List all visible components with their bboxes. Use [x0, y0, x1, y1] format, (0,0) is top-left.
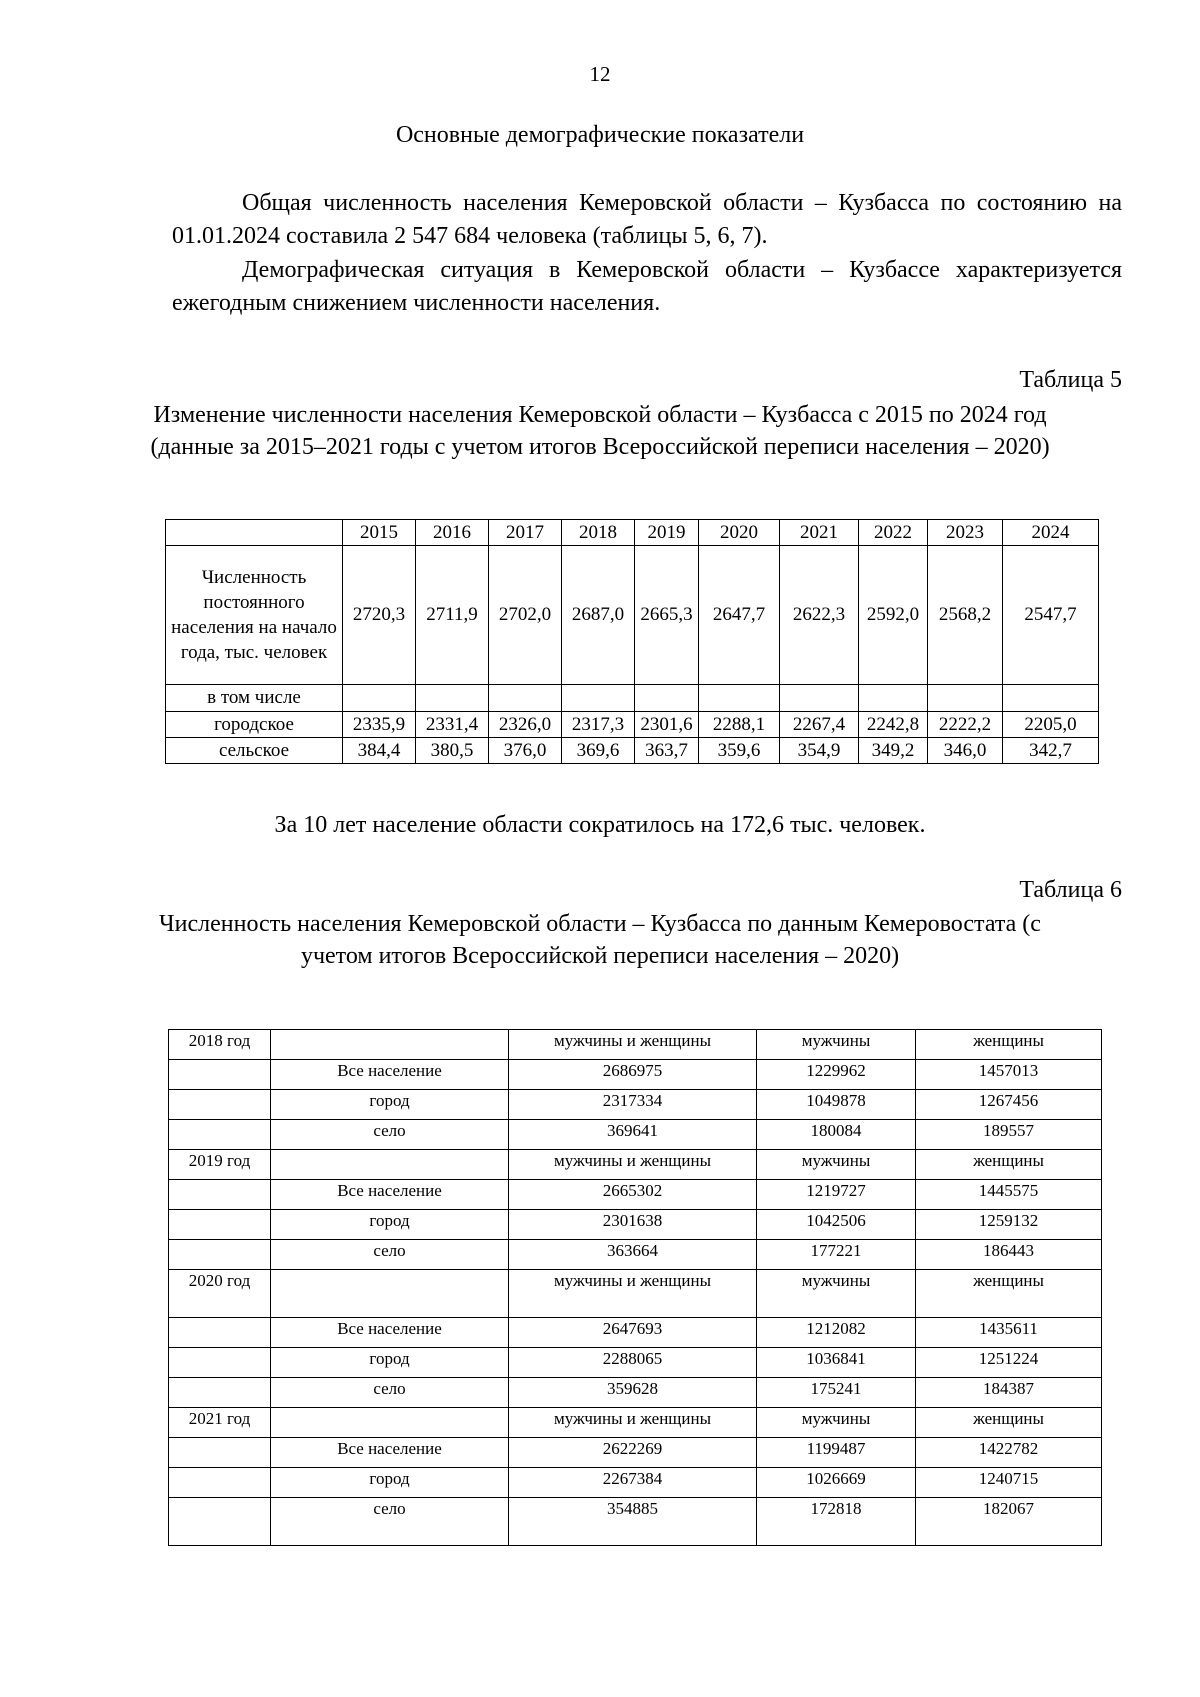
table5-year: 2023 — [928, 520, 1003, 546]
table5-cell: 2205,0 — [1003, 712, 1099, 738]
table5-row-label: городское — [166, 712, 343, 738]
table6-col-header: мужчины — [757, 1030, 916, 1060]
table5-label: Таблица 5 — [1019, 367, 1122, 393]
table5-cell: 2317,3 — [562, 712, 635, 738]
table6-cell: 363664 — [509, 1240, 757, 1270]
table6-row — [169, 1180, 1102, 1210]
table6-row-label: Все население — [271, 1060, 509, 1090]
table5-cell: 2647,7 — [699, 546, 780, 685]
summary-text: За 10 лет население области сократилось на 172,6 тыс. человек. — [274, 812, 926, 838]
table6-blank — [169, 1378, 271, 1408]
table5-row-label: Численность постоянного населения на начало года, тыс. человек — [166, 546, 343, 685]
table6-row — [169, 1468, 1102, 1498]
table6-year: 2019 год — [169, 1150, 271, 1180]
table6-cell: 1422782 — [916, 1438, 1102, 1468]
table6-row-label: село — [271, 1378, 509, 1408]
table6-cell: 1267456 — [916, 1090, 1102, 1120]
table6-row-label: Все население — [271, 1318, 509, 1348]
table6-cell: 1026669 — [757, 1468, 916, 1498]
table5 — [165, 519, 1099, 764]
table5-cell: 349,2 — [859, 738, 928, 764]
table6-cell: 1251224 — [916, 1348, 1102, 1378]
table5-cell — [635, 685, 699, 712]
table6-cell: 180084 — [757, 1120, 916, 1150]
table6-cell: 1259132 — [916, 1210, 1102, 1240]
table6-cell: 2665302 — [509, 1180, 757, 1210]
table5-title: Изменение численности населения Кемеровской области – Кузбасса с 2015 по 2024 год (данные за 2015–2021 годы с учетом итогов Всероссийской переписи населения – 2020) — [150, 402, 1050, 460]
table6-cell: 2288065 — [509, 1348, 757, 1378]
table6-blank — [169, 1468, 271, 1498]
table5-cell — [859, 685, 928, 712]
table6-row — [169, 1120, 1102, 1150]
table5-cell: 2702,0 — [489, 546, 562, 685]
table5-corner-cell — [166, 520, 343, 546]
table5-year: 2015 — [343, 520, 416, 546]
table5-year: 2017 — [489, 520, 562, 546]
table6-year-header-row — [169, 1030, 1102, 1060]
table5-cell: 363,7 — [635, 738, 699, 764]
table5-year: 2016 — [416, 520, 489, 546]
table6-col-header: женщины — [916, 1408, 1102, 1438]
table6-cell: 177221 — [757, 1240, 916, 1270]
table5-cell: 369,6 — [562, 738, 635, 764]
table6-cell: 2317334 — [509, 1090, 757, 1120]
table6-cell: 2622269 — [509, 1438, 757, 1468]
table6-blank — [169, 1348, 271, 1378]
table6-cell: 1042506 — [757, 1210, 916, 1240]
table5-row-including — [166, 685, 1099, 712]
table6-row-label: село — [271, 1240, 509, 1270]
table6-title: Численность населения Кемеровской области – Кузбасса по данным Кемеровостата (с учетом итогов Всероссийской переписи населения – 2020) — [159, 911, 1041, 969]
table5-cell: 2592,0 — [859, 546, 928, 685]
table6-row — [169, 1438, 1102, 1468]
table6-blank — [271, 1408, 509, 1438]
table6-col-header: мужчины и женщины — [509, 1408, 757, 1438]
table5-cell: 2622,3 — [780, 546, 859, 685]
table6-col-header: мужчины и женщины — [509, 1270, 757, 1318]
table6-cell: 186443 — [916, 1240, 1102, 1270]
table5-cell: 380,5 — [416, 738, 489, 764]
table5-cell: 2222,2 — [928, 712, 1003, 738]
table6-cell: 359628 — [509, 1378, 757, 1408]
table6-cell: 2267384 — [509, 1468, 757, 1498]
table6-blank — [169, 1318, 271, 1348]
table6-row — [169, 1348, 1102, 1378]
paragraph-demographic-situation: Демографическая ситуация в Кемеровской области – Кузбассе характеризуется ежегодным снижением численности населения. — [172, 257, 1122, 316]
table6-year: 2020 год — [169, 1270, 271, 1318]
table6-blank — [169, 1438, 271, 1468]
table5-cell: 2335,9 — [343, 712, 416, 738]
table5-row-total — [166, 546, 1099, 685]
table6-row — [169, 1318, 1102, 1348]
table5-year: 2020 — [699, 520, 780, 546]
table5-cell — [928, 685, 1003, 712]
table5-cell: 2326,0 — [489, 712, 562, 738]
table5-cell: 2665,3 — [635, 546, 699, 685]
table6-row-label: город — [271, 1468, 509, 1498]
table6-cell: 189557 — [916, 1120, 1102, 1150]
table5-cell: 2720,3 — [343, 546, 416, 685]
table5-cell — [1003, 685, 1099, 712]
table6-cell: 1435611 — [916, 1318, 1102, 1348]
table5-cell: 2301,6 — [635, 712, 699, 738]
table6-row-label: село — [271, 1498, 509, 1546]
table6-cell: 1212082 — [757, 1318, 916, 1348]
table6-year: 2021 год — [169, 1408, 271, 1438]
table5-year: 2018 — [562, 520, 635, 546]
table5-cell: 359,6 — [699, 738, 780, 764]
table5-row-urban — [166, 712, 1099, 738]
paragraph-population-total: Общая численность населения Кемеровской области – Кузбасса по состоянию на 01.01.2024 составила 2 547 684 человека (таблицы 5, 6, 7). — [172, 190, 1122, 249]
table6-col-header: мужчины и женщины — [509, 1150, 757, 1180]
table5-year: 2024 — [1003, 520, 1099, 546]
table6-blank — [169, 1498, 271, 1546]
table5-cell: 2288,1 — [699, 712, 780, 738]
section-heading: Основные демографические показатели — [395, 122, 805, 148]
table5-cell: 2687,0 — [562, 546, 635, 685]
table6-col-header: мужчины и женщины — [509, 1030, 757, 1060]
table6-year: 2018 год — [169, 1030, 271, 1060]
table6-blank — [169, 1060, 271, 1090]
table5-row-label: сельское — [166, 738, 343, 764]
table5-cell: 376,0 — [489, 738, 562, 764]
table6 — [168, 1029, 1102, 1546]
table5-cell: 2711,9 — [416, 546, 489, 685]
table6-blank — [169, 1180, 271, 1210]
table6-cell: 1036841 — [757, 1348, 916, 1378]
table6-row — [169, 1378, 1102, 1408]
table6-year-header-row — [169, 1270, 1102, 1318]
table6-blank — [271, 1030, 509, 1060]
table6-row-label: село — [271, 1120, 509, 1150]
table6-cell: 1240715 — [916, 1468, 1102, 1498]
table5-cell — [489, 685, 562, 712]
table5-cell: 354,9 — [780, 738, 859, 764]
table5-cell — [416, 685, 489, 712]
table5-cell: 2267,4 — [780, 712, 859, 738]
table6-row — [169, 1210, 1102, 1240]
table6-row-label: город — [271, 1090, 509, 1120]
table6-row-label: город — [271, 1210, 509, 1240]
table6-blank — [169, 1090, 271, 1120]
table5-cell: 2547,7 — [1003, 546, 1099, 685]
table5-cell: 2331,4 — [416, 712, 489, 738]
table6-cell: 1049878 — [757, 1090, 916, 1120]
table6-row-label: Все население — [271, 1180, 509, 1210]
table5-cell: 342,7 — [1003, 738, 1099, 764]
table5-row-rural — [166, 738, 1099, 764]
table5-cell: 2242,8 — [859, 712, 928, 738]
table6-cell: 1229962 — [757, 1060, 916, 1090]
table6-cell: 175241 — [757, 1378, 916, 1408]
table6-row — [169, 1060, 1102, 1090]
table6-col-header: мужчины — [757, 1408, 916, 1438]
table5-cell — [562, 685, 635, 712]
table6-row — [169, 1090, 1102, 1120]
table5-cell — [780, 685, 859, 712]
table6-blank — [271, 1150, 509, 1180]
table5-cell: 346,0 — [928, 738, 1003, 764]
table6-cell: 2686975 — [509, 1060, 757, 1090]
table6-blank — [169, 1240, 271, 1270]
table5-cell: 384,4 — [343, 738, 416, 764]
table6-year-header-row — [169, 1408, 1102, 1438]
table6-cell: 184387 — [916, 1378, 1102, 1408]
table6-blank — [169, 1120, 271, 1150]
table5-year: 2022 — [859, 520, 928, 546]
table6-cell: 369641 — [509, 1120, 757, 1150]
table6-cell: 2647693 — [509, 1318, 757, 1348]
table6-blank — [169, 1210, 271, 1240]
table6-col-header: мужчины — [757, 1150, 916, 1180]
table5-cell — [699, 685, 780, 712]
table6-cell: 1445575 — [916, 1180, 1102, 1210]
table6-row-label: Все население — [271, 1438, 509, 1468]
table6-cell: 1457013 — [916, 1060, 1102, 1090]
table5-year-row — [166, 520, 1099, 546]
table6-row — [169, 1240, 1102, 1270]
table6-blank — [271, 1270, 509, 1318]
table5-row-label: в том числе — [166, 685, 343, 712]
table6-col-header: женщины — [916, 1030, 1102, 1060]
table5-year: 2021 — [780, 520, 859, 546]
table6-row — [169, 1498, 1102, 1546]
table5-year: 2019 — [635, 520, 699, 546]
table6-cell: 172818 — [757, 1498, 916, 1546]
table6-label: Таблица 6 — [1019, 877, 1122, 903]
page-number: 12 — [589, 62, 611, 86]
table5-cell: 2568,2 — [928, 546, 1003, 685]
table6-row-label: город — [271, 1348, 509, 1378]
table6-cell: 2301638 — [509, 1210, 757, 1240]
table6-col-header: женщины — [916, 1270, 1102, 1318]
table6-col-header: женщины — [916, 1150, 1102, 1180]
table6-col-header: мужчины — [757, 1270, 916, 1318]
table5-cell — [343, 685, 416, 712]
table6-cell: 354885 — [509, 1498, 757, 1546]
table6-cell: 1219727 — [757, 1180, 916, 1210]
table6-year-header-row — [169, 1150, 1102, 1180]
table6-cell: 1199487 — [757, 1438, 916, 1468]
table6-cell: 182067 — [916, 1498, 1102, 1546]
